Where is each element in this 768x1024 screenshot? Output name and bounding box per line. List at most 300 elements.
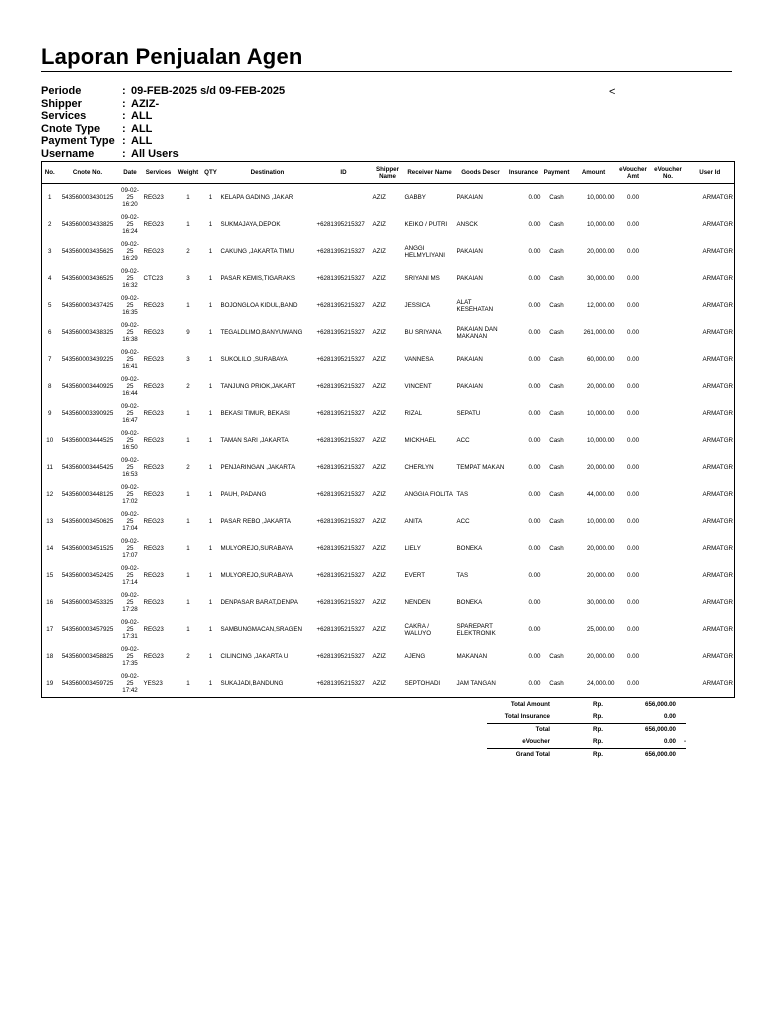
cell-date: 09-02-25 16:50 — [121, 430, 139, 451]
cell-goods-descr: ANSCK — [456, 221, 478, 228]
cell-goods-descr: PAKAIAN — [456, 383, 483, 390]
cell-receiver-name: MICKHAEL — [404, 437, 437, 444]
cell-receiver-name: EVERT — [404, 572, 426, 579]
cell-id: +6281395215327 — [316, 356, 365, 363]
cell-shipper-name: AZIZ — [372, 410, 386, 417]
cell-qty: 1 — [208, 653, 213, 660]
cell-shipper-name: AZIZ — [372, 653, 386, 660]
table-row — [42, 643, 735, 670]
cell-weight: 2 — [186, 248, 190, 255]
table-row — [42, 427, 735, 454]
cell-evoucher-no — [651, 454, 686, 481]
cell-evoucher-amt: 0.00 — [626, 194, 640, 201]
cell-amount: 24,000.00 — [572, 670, 616, 698]
cell-services: REG23 — [143, 464, 164, 471]
cell-qty: 1 — [208, 599, 213, 606]
cell-date: 09-02-25 16:44 — [121, 376, 139, 397]
cell-no: 12 — [42, 481, 58, 508]
cell-evoucher-no — [651, 589, 686, 616]
cell-insurance: 0.00 — [528, 518, 541, 525]
report-parameters — [41, 85, 285, 161]
cell-receiver-name: LIELY — [404, 545, 421, 552]
cell-payment: Cash — [549, 275, 564, 282]
cell-receiver-name: CAKRA / WALUYO — [404, 622, 432, 637]
cell-amount: 60,000.00 — [586, 356, 615, 363]
cell-destination: TANJUNG PRIOK,JAKART — [220, 383, 296, 390]
cell-evoucher-amt: 0.00 — [626, 302, 640, 309]
cell-weight: 1 — [186, 410, 190, 417]
cell-insurance: 0.00 — [528, 626, 541, 633]
cell-weight: 2 — [186, 653, 190, 660]
cell-goods-descr: ACC — [456, 518, 470, 525]
cell-cnote: 543560003439225 — [61, 356, 114, 363]
cell-goods-descr: PAKAIAN — [456, 248, 483, 255]
table-row — [42, 562, 735, 589]
cell-services: REG23 — [143, 545, 164, 552]
cell-evoucher-no — [651, 508, 686, 535]
cell-cnote: 543560003444525 — [61, 437, 114, 444]
cell-amount: 20,000.00 — [586, 464, 615, 471]
cell-goods-descr: MAKANAN — [456, 653, 488, 660]
cell-services: REG23 — [143, 302, 164, 309]
cell-services: REG23 — [143, 356, 164, 363]
table-row — [42, 508, 735, 535]
cell-insurance: 0.00 — [528, 410, 541, 417]
cell-amount: 10,000.00 — [586, 437, 615, 444]
summary-label: Total Insurance — [504, 713, 550, 720]
cell-id: +6281395215327 — [316, 518, 365, 525]
cell-evoucher-no — [651, 346, 686, 373]
cell-destination: TEGALDLIMO,BANYUWANG — [220, 329, 303, 336]
cell-no: 13 — [42, 508, 58, 535]
summary-value: 0.00 — [663, 713, 676, 720]
cell-weight: 1 — [186, 437, 190, 444]
cell-goods-descr: SEPATU — [456, 410, 481, 417]
table-row — [42, 400, 735, 427]
param-colon: : — [122, 135, 126, 148]
table-header-row — [42, 162, 735, 184]
cell-user-id: ARMATGR — [686, 292, 735, 319]
cell-amount: 20,000.00 — [586, 383, 615, 390]
cell-amount: 20,000.00 — [586, 248, 615, 255]
summary-label: eVoucher — [522, 738, 550, 745]
cell-cnote: 543560003450625 — [61, 518, 114, 525]
cell-shipper-name: AZIZ — [372, 464, 386, 471]
cell-id — [316, 184, 372, 212]
cell-date: 09-02-25 16:24 — [121, 214, 139, 235]
cell-date: 09-02-25 16:47 — [121, 403, 139, 424]
summary-label: Total Amount — [510, 701, 550, 708]
cell-user-id: ARMATGR — [686, 589, 735, 616]
cell-services: REG23 — [143, 194, 164, 201]
cell-payment: Cash — [549, 491, 564, 498]
cell-qty: 1 — [208, 626, 213, 633]
cell-weight: 2 — [186, 464, 190, 471]
cell-amount: 10,000.00 — [586, 518, 615, 525]
summary-value: 656,000.00 — [645, 701, 676, 708]
cell-services: YES23 — [143, 670, 175, 698]
summary-currency: Rp. — [593, 751, 603, 758]
cell-shipper-name: AZIZ — [372, 248, 386, 255]
cell-evoucher-no — [651, 238, 686, 265]
cell-insurance: 0.00 — [528, 464, 541, 471]
cell-weight: 9 — [186, 329, 190, 336]
cell-insurance: 0.00 — [528, 248, 541, 255]
cell-id: +6281395215327 — [316, 275, 365, 282]
cell-date: 09-02-25 17:04 — [121, 511, 139, 532]
cell-evoucher-no — [651, 562, 686, 589]
cell-id: +6281395215327 — [316, 383, 365, 390]
cell-evoucher-amt: 0.00 — [626, 464, 640, 471]
cell-evoucher-amt: 0.00 — [626, 653, 640, 660]
sales-table — [41, 161, 735, 698]
cell-receiver-name: BU SRIYANA — [404, 329, 442, 336]
col-header-qty: QTY — [202, 162, 220, 184]
cell-cnote: 543560003459725 — [58, 670, 118, 698]
cell-receiver-name: VANNESA — [404, 356, 434, 363]
summary-currency: Rp. — [593, 738, 603, 745]
cell-evoucher-no — [651, 670, 686, 698]
cell-date: 09-02-25 17:35 — [121, 646, 139, 667]
cell-qty: 1 — [208, 356, 213, 363]
back-arrow-icon[interactable]: < — [609, 86, 616, 98]
cell-cnote: 543560003433825 — [61, 221, 114, 228]
param-colon: : — [122, 110, 126, 123]
cell-shipper-name: AZIZ — [372, 275, 386, 282]
cell-date: 09-02-25 16:29 — [121, 241, 139, 262]
table-row — [42, 238, 735, 265]
totals-summary — [487, 699, 686, 761]
cell-qty: 1 — [208, 464, 213, 471]
cell-evoucher-no — [651, 535, 686, 562]
param-label: Periode — [41, 85, 82, 97]
summary-value: 656,000.00 — [645, 751, 676, 758]
table-row — [42, 670, 735, 698]
cell-shipper-name: AZIZ — [372, 626, 386, 633]
cell-user-id: ARMATGR — [686, 211, 735, 238]
summary-row-grand-total — [487, 748, 686, 761]
cell-destination: DENPASAR BARAT,DENPA — [220, 599, 298, 606]
cell-id: +6281395215327 — [316, 329, 365, 336]
col-header-destination: Destination — [220, 162, 316, 184]
table-row — [42, 265, 735, 292]
cell-qty: 1 — [208, 491, 213, 498]
cell-evoucher-amt: 0.00 — [626, 410, 640, 417]
cell-insurance: 0.00 — [528, 302, 541, 309]
cell-cnote: 543560003458825 — [61, 653, 114, 660]
cell-cnote: 543560003452425 — [61, 572, 114, 579]
cell-payment: Cash — [549, 329, 564, 336]
cell-insurance: 0.00 — [506, 670, 542, 698]
cell-destination: CILINCING ,JAKARTA U — [220, 653, 289, 660]
cell-evoucher-no — [651, 427, 686, 454]
cell-date: 09-02-25 17:07 — [121, 538, 139, 559]
cell-services: REG23 — [143, 572, 164, 579]
cell-evoucher-amt: 0.00 — [626, 383, 640, 390]
cell-qty: 1 — [208, 302, 213, 309]
cell-qty: 1 — [208, 221, 213, 228]
cell-cnote: 543560003445425 — [61, 464, 114, 471]
cell-evoucher-no — [651, 211, 686, 238]
cell-payment: Cash — [549, 302, 564, 309]
cell-cnote: 543560003457925 — [61, 626, 114, 633]
cell-amount: 30,000.00 — [586, 599, 615, 606]
cell-id: +6281395215327 — [316, 437, 365, 444]
cell-no: 8 — [42, 373, 58, 400]
cell-qty: 1 — [208, 248, 213, 255]
cell-insurance: 0.00 — [528, 356, 541, 363]
cell-payment: Cash — [549, 194, 564, 201]
param-value: AZIZ- — [131, 97, 160, 110]
cell-id: +6281395215327 — [316, 248, 365, 255]
table-row — [42, 454, 735, 481]
cell-cnote: 543560003437425 — [61, 302, 114, 309]
cell-user-id: ARMATGR — [686, 562, 735, 589]
cell-weight: 1 — [186, 545, 190, 552]
cell-shipper-name: AZIZ — [372, 221, 386, 228]
cell-weight: 1 — [175, 670, 202, 698]
cell-payment — [542, 589, 572, 616]
table-row — [42, 184, 735, 212]
cell-user-id: ARMATGR — [686, 427, 735, 454]
cell-evoucher-amt: 0.00 — [626, 221, 640, 228]
cell-id: +6281395215327 — [316, 410, 365, 417]
title-divider — [41, 71, 732, 72]
cell-receiver-name: GABBY — [404, 194, 426, 201]
cell-no: 3 — [42, 238, 58, 265]
cell-shipper-name: AZIZ — [372, 437, 386, 444]
cell-weight: 1 — [186, 194, 190, 201]
col-header-shipper-name: Shipper Name — [372, 162, 404, 184]
cell-cnote: 543560003453325 — [61, 599, 114, 606]
cell-weight: 1 — [186, 518, 190, 525]
cell-destination: SAMBUNGMACAN,SRAGEN — [220, 626, 302, 633]
cell-date: 09-02-25 17:02 — [121, 484, 139, 505]
cell-destination: SUKMAJAYA,DEPOK — [220, 221, 281, 228]
cell-shipper-name: AZIZ — [372, 545, 386, 552]
param-label: Shipper — [41, 97, 82, 110]
cell-receiver-name: KEIKO / PUTRI — [404, 221, 448, 228]
cell-evoucher-amt: 0.00 — [626, 329, 640, 336]
param-cnote-type — [41, 123, 285, 136]
summary-currency: Rp. — [593, 701, 603, 708]
summary-label: Total — [535, 726, 550, 733]
col-header-receiver-name: Receiver Name — [404, 162, 456, 184]
cell-shipper-name: AZIZ — [372, 383, 386, 390]
cell-destination: CAKUNG ,JAKARTA TIMU — [220, 248, 295, 255]
cell-receiver-name: SEPTOHADI — [404, 670, 456, 698]
cell-receiver-name: NENDEN — [404, 599, 431, 606]
cell-evoucher-amt: 0.00 — [626, 518, 640, 525]
cell-qty: 1 — [208, 329, 213, 336]
cell-date: 09-02-25 16:35 — [121, 295, 139, 316]
cell-goods-descr: PAKAIAN — [456, 194, 483, 201]
cell-date: 09-02-25 16:53 — [121, 457, 139, 478]
cell-destination: PASAR REBO ,JAKARTA — [220, 518, 291, 525]
cell-destination: KELAPA GADING ,JAKAR — [220, 194, 294, 201]
col-header-insurance: Insurance — [506, 162, 542, 184]
cell-evoucher-no — [651, 184, 686, 212]
cell-services: REG23 — [143, 221, 164, 228]
cell-goods-descr: TAS — [456, 572, 469, 579]
cell-payment: Cash — [549, 545, 564, 552]
summary-row-total-insurance — [487, 711, 686, 723]
cell-weight: 1 — [186, 302, 190, 309]
cell-user-id: ARMATGR — [686, 643, 735, 670]
cell-date: 09-02-25 17:42 — [118, 670, 143, 698]
cell-insurance: 0.00 — [528, 275, 541, 282]
cell-no: 17 — [42, 616, 58, 643]
cell-no: 16 — [42, 589, 58, 616]
cell-destination: SUKOLILO ,SURABAYA — [220, 356, 288, 363]
cell-shipper-name: AZIZ — [372, 670, 404, 698]
col-header-id: ID — [316, 162, 372, 184]
table-row — [42, 346, 735, 373]
cell-id: +6281395215327 — [316, 302, 365, 309]
cell-receiver-name: AJENG — [404, 653, 426, 660]
param-label: Services — [41, 110, 87, 123]
param-value: ALL — [131, 135, 153, 148]
cell-no: 1 — [42, 184, 58, 212]
cell-shipper-name: AZIZ — [372, 572, 386, 579]
cell-shipper-name: AZIZ — [372, 302, 386, 309]
cell-cnote: 543560003438325 — [61, 329, 114, 336]
cell-goods-descr: PAKAIAN — [456, 275, 483, 282]
param-label: Cnote Type — [41, 122, 101, 135]
cell-goods-descr: ACC — [456, 437, 470, 444]
cell-receiver-name: JESSICA — [404, 302, 431, 309]
cell-qty: 1 — [208, 194, 213, 201]
table-row — [42, 481, 735, 508]
cell-destination: SUKAJADI,BANDUNG — [220, 670, 316, 698]
cell-goods-descr: BONEKA — [456, 545, 483, 552]
cell-evoucher-amt: 0.00 — [626, 437, 640, 444]
cell-amount: 20,000.00 — [586, 545, 615, 552]
cell-cnote: 543560003436525 — [61, 275, 114, 282]
cell-user-id: ARMATGR — [686, 616, 735, 643]
cell-amount: 25,000.00 — [586, 626, 615, 633]
cell-evoucher-amt: 0.00 — [626, 572, 640, 579]
cell-date: 09-02-25 16:20 — [121, 187, 139, 208]
cell-id: +6281395215327 — [316, 653, 365, 660]
cell-evoucher-amt: 0.00 — [626, 275, 640, 282]
cell-shipper-name: AZIZ — [372, 599, 386, 606]
summary-row-total — [487, 723, 686, 736]
summary-currency: Rp. — [593, 726, 603, 733]
report-title: Laporan Penjualan Agen — [41, 44, 303, 69]
cell-user-id: ARMATGR — [686, 481, 735, 508]
param-colon: : — [122, 122, 126, 135]
cell-no: 19 — [42, 670, 58, 698]
table-row — [42, 616, 735, 643]
cell-evoucher-amt: 0.00 — [626, 356, 640, 363]
cell-amount: 10,000.00 — [586, 410, 615, 417]
cell-shipper-name: AZIZ — [372, 356, 386, 363]
col-header-no: No. — [42, 162, 58, 184]
cell-shipper-name: AZIZ — [372, 194, 386, 201]
cell-date: 09-02-25 17:31 — [121, 619, 139, 640]
cell-id: +6281395215327 — [316, 221, 365, 228]
cell-services: REG23 — [143, 437, 164, 444]
cell-destination: BOJONGLOA KIDUL,BAND — [220, 302, 298, 309]
cell-user-id: ARMATGR — [686, 238, 735, 265]
cell-services: REG23 — [143, 329, 164, 336]
param-colon: : — [122, 97, 126, 110]
table-body — [42, 184, 735, 698]
cell-no: 7 — [42, 346, 58, 373]
param-value: 09-FEB-2025 s/d 09-FEB-2025 — [131, 85, 286, 97]
cell-destination: MULYOREJO,SURABAYA — [220, 572, 294, 579]
cell-payment: Cash — [549, 410, 564, 417]
cell-qty: 1 — [208, 545, 213, 552]
col-header-date: Date — [118, 162, 143, 184]
cell-evoucher-no — [651, 373, 686, 400]
cell-insurance: 0.00 — [528, 329, 541, 336]
cell-user-id: ARMATGR — [686, 670, 735, 698]
cell-goods-descr: ALAT KESEHATAN — [456, 298, 494, 313]
cell-destination: PENJARINGAN ,JAKARTA — [220, 464, 296, 471]
cell-no: 4 — [42, 265, 58, 292]
cell-cnote: 543560003430125 — [61, 194, 114, 201]
cell-evoucher-no — [651, 643, 686, 670]
cell-date: 09-02-25 16:41 — [121, 349, 139, 370]
col-header-evoucher-amt: eVoucher Amt — [616, 162, 651, 184]
param-colon: : — [122, 147, 126, 160]
cell-user-id: ARMATGR — [686, 508, 735, 535]
cell-no: 9 — [42, 400, 58, 427]
cell-weight: 3 — [186, 275, 190, 282]
table-row — [42, 319, 735, 346]
cell-receiver-name: RIZAL — [404, 410, 423, 417]
cell-id: +6281395215327 — [316, 464, 365, 471]
summary-row-total-amount — [487, 699, 686, 711]
cell-date: 09-02-25 17:14 — [121, 565, 139, 586]
cell-amount: 10,000.00 — [586, 221, 615, 228]
cell-payment: Cash — [549, 221, 564, 228]
cell-amount: 20,000.00 — [586, 653, 615, 660]
cell-amount: 44,000.00 — [586, 491, 615, 498]
col-header-amount: Amount — [572, 162, 616, 184]
cell-id: +6281395215327 — [316, 491, 365, 498]
cell-evoucher-amt: 0.00 — [616, 670, 651, 698]
cell-payment — [542, 616, 572, 643]
cell-evoucher-no — [651, 400, 686, 427]
cell-qty: 1 — [202, 670, 220, 698]
cell-goods-descr: TAS — [456, 491, 469, 498]
cell-amount: 10,000.00 — [586, 194, 615, 201]
table-row — [42, 373, 735, 400]
cell-insurance: 0.00 — [528, 491, 541, 498]
cell-insurance: 0.00 — [528, 221, 541, 228]
cell-evoucher-no — [651, 616, 686, 643]
col-header-user-id: User Id — [686, 162, 735, 184]
cell-services: REG23 — [143, 383, 164, 390]
cell-qty: 1 — [208, 410, 213, 417]
summary-label: Grand Total — [515, 751, 550, 758]
cell-cnote: 543560003435625 — [61, 248, 114, 255]
cell-evoucher-no — [651, 265, 686, 292]
cell-no: 11 — [42, 454, 58, 481]
cell-receiver-name: ANGGIA FIOLITA — [404, 491, 453, 498]
table-row — [42, 589, 735, 616]
cell-evoucher-amt: 0.00 — [626, 248, 640, 255]
cell-no: 15 — [42, 562, 58, 589]
cell-payment: Cash — [549, 356, 564, 363]
cell-evoucher-no — [651, 481, 686, 508]
cell-user-id: ARMATGR — [686, 454, 735, 481]
cell-evoucher-no — [651, 319, 686, 346]
cell-payment: Cash — [549, 383, 564, 390]
